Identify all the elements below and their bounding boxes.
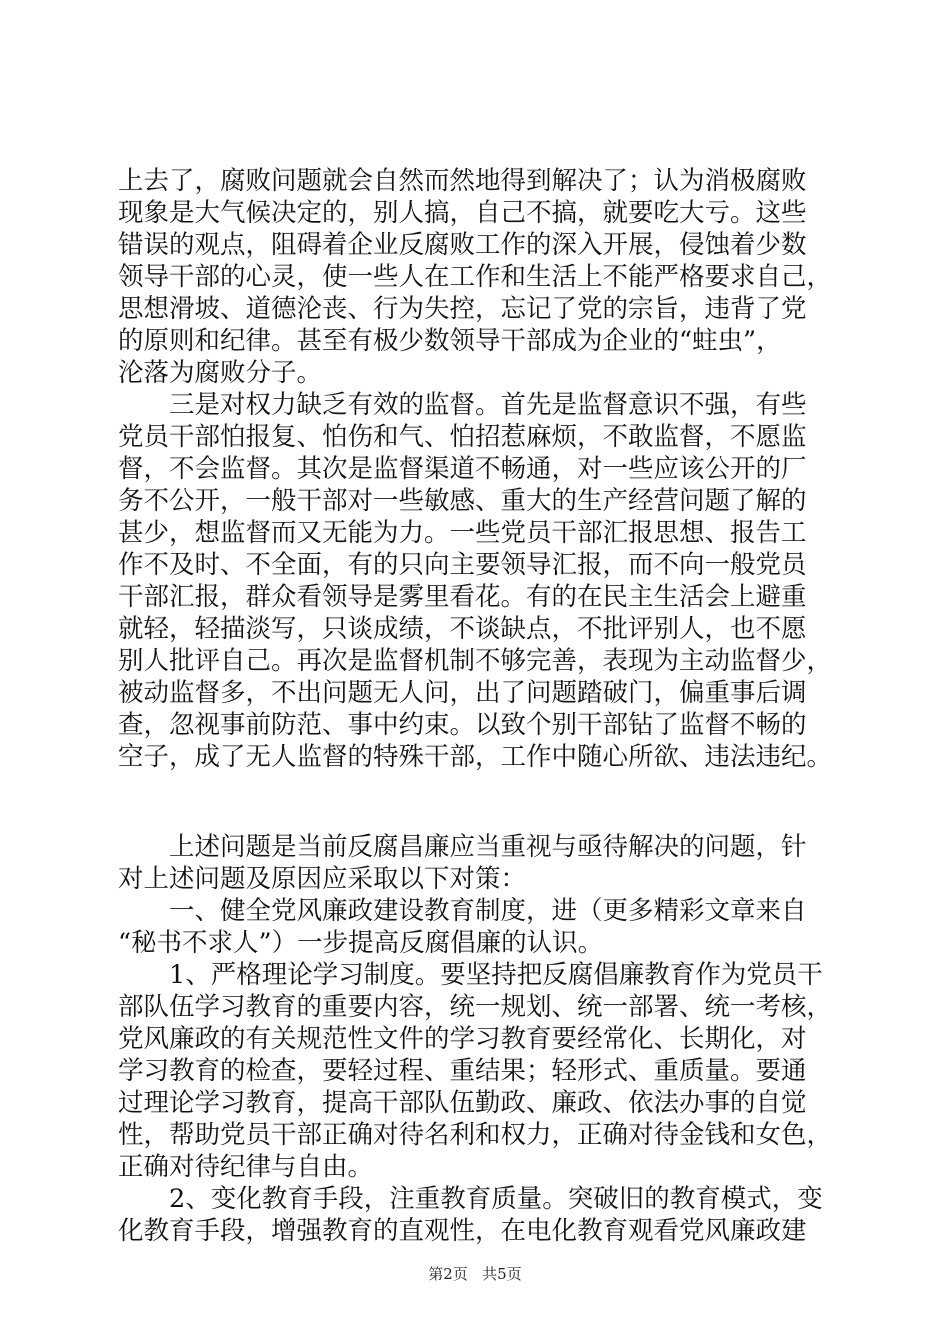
document-body — [118, 165, 858, 1247]
text-line: 领导干部的心灵，使一些人在工作和生活上不能严格要求自己， — [118, 262, 833, 292]
text-line: 督，不会监督。其次是监督渠道不畅通，对一些应该公开的厂 — [118, 454, 807, 484]
text-line — [118, 773, 858, 805]
text-line: 干部汇报，群众看领导是雾里看花。有的在民主生活会上避重 — [118, 582, 807, 612]
text-line: 上去了，腐败问题就会自然而然地得到解决了；认为消极腐败 — [118, 166, 807, 196]
text-line: 2、变化教育手段，注重教育质量。突破旧的教育模式，变 — [118, 1184, 823, 1214]
text-line: 查，忽视事前防范、事中约束。以致个别干部钻了监督不畅的 — [118, 710, 807, 740]
text-line: “秘书不求人”）一步提高反腐倡廉的认识。 — [118, 928, 604, 958]
text-line: 上述问题是当前反腐昌廉应当重视与亟待解决的问题，针 — [118, 832, 807, 862]
text-line: 甚少，想监督而又无能为力。一些党员干部汇报思想、报告工 — [118, 518, 807, 548]
text-line: 务不公开，一般干部对一些敏感、重大的生产经营问题了解的 — [118, 486, 807, 516]
text-line: 现象是大气候决定的，别人搞，自己不搞，就要吃大亏。这些 — [118, 198, 807, 228]
text-line: 过理论学习教育，提高干部队伍勤政、廉政、依法办事的自觉 — [118, 1088, 807, 1118]
text-line: 党员干部怕报复、怕伤和气、怕招惹麻烦，不敢监督，不愿监 — [118, 422, 807, 452]
text-line: 部队伍学习教育的重要内容，统一规划、统一部署、统一考核， — [118, 992, 833, 1022]
text-line: 三是对权力缺乏有效的监督。首先是监督意识不强，有些 — [118, 390, 807, 420]
text-line: 空子，成了无人监督的特殊干部，工作中随心所欲、违法违纪。 — [118, 742, 833, 772]
text-line: 正确对待纪律与自由。 — [118, 1152, 374, 1182]
text-line: 错误的观点，阻碍着企业反腐败工作的深入开展，侵蚀着少数 — [118, 230, 807, 260]
text-line: 思想滑坡、道德沦丧、行为失控，忘记了党的宗旨，违背了党 — [118, 294, 807, 324]
text-line: 化教育手段，增强教育的直观性，在电化教育观看党风廉政建 — [118, 1216, 807, 1246]
text-line: 对上述问题及原因应采取以下对策： — [118, 864, 527, 894]
text-line: 沦落为腐败分子。 — [118, 358, 323, 388]
text-line: 性，帮助党员干部正确对待名利和权力，正确对待金钱和女色， — [118, 1120, 833, 1150]
text-line: 党风廉政的有关规范性文件的学习教育要经常化、长期化，对 — [118, 1024, 807, 1054]
text-line: 就轻，轻描淡写，只谈成绩，不谈缺点，不批评别人，也不愿 — [118, 614, 807, 644]
text-line: 被动监督多，不出问题无人问，出了问题踏破门，偏重事后调 — [118, 678, 807, 708]
page-footer — [0, 1264, 950, 1284]
paragraph-lack-of-supervision — [118, 389, 858, 805]
page-total: 共5页 — [482, 1265, 522, 1283]
text-line: 别人批评自己。再次是监督机制不够完善，表现为主动监督少， — [118, 646, 833, 676]
footer-separator — [473, 1265, 478, 1283]
text-line: 一、健全党风廉政建设教育制度，进（更多精彩文章来自 — [118, 896, 807, 926]
paragraph-spacer — [118, 805, 858, 831]
paragraph-corruption-views — [118, 165, 858, 389]
text-line: 学习教育的检查，要轻过程、重结果；轻形式、重质量。要通 — [118, 1056, 807, 1086]
text-line: 的原则和纪律。甚至有极少数领导干部成为企业的“蛀虫”， — [118, 326, 782, 356]
text-line: 作不及时、不全面，有的只向主要领导汇报，而不向一般党员 — [118, 550, 807, 580]
text-line: 1、严格理论学习制度。要坚持把反腐倡廉教育作为党员干 — [118, 960, 823, 990]
paragraph-countermeasures — [118, 831, 858, 1247]
page-number: 第2页 — [428, 1265, 468, 1283]
